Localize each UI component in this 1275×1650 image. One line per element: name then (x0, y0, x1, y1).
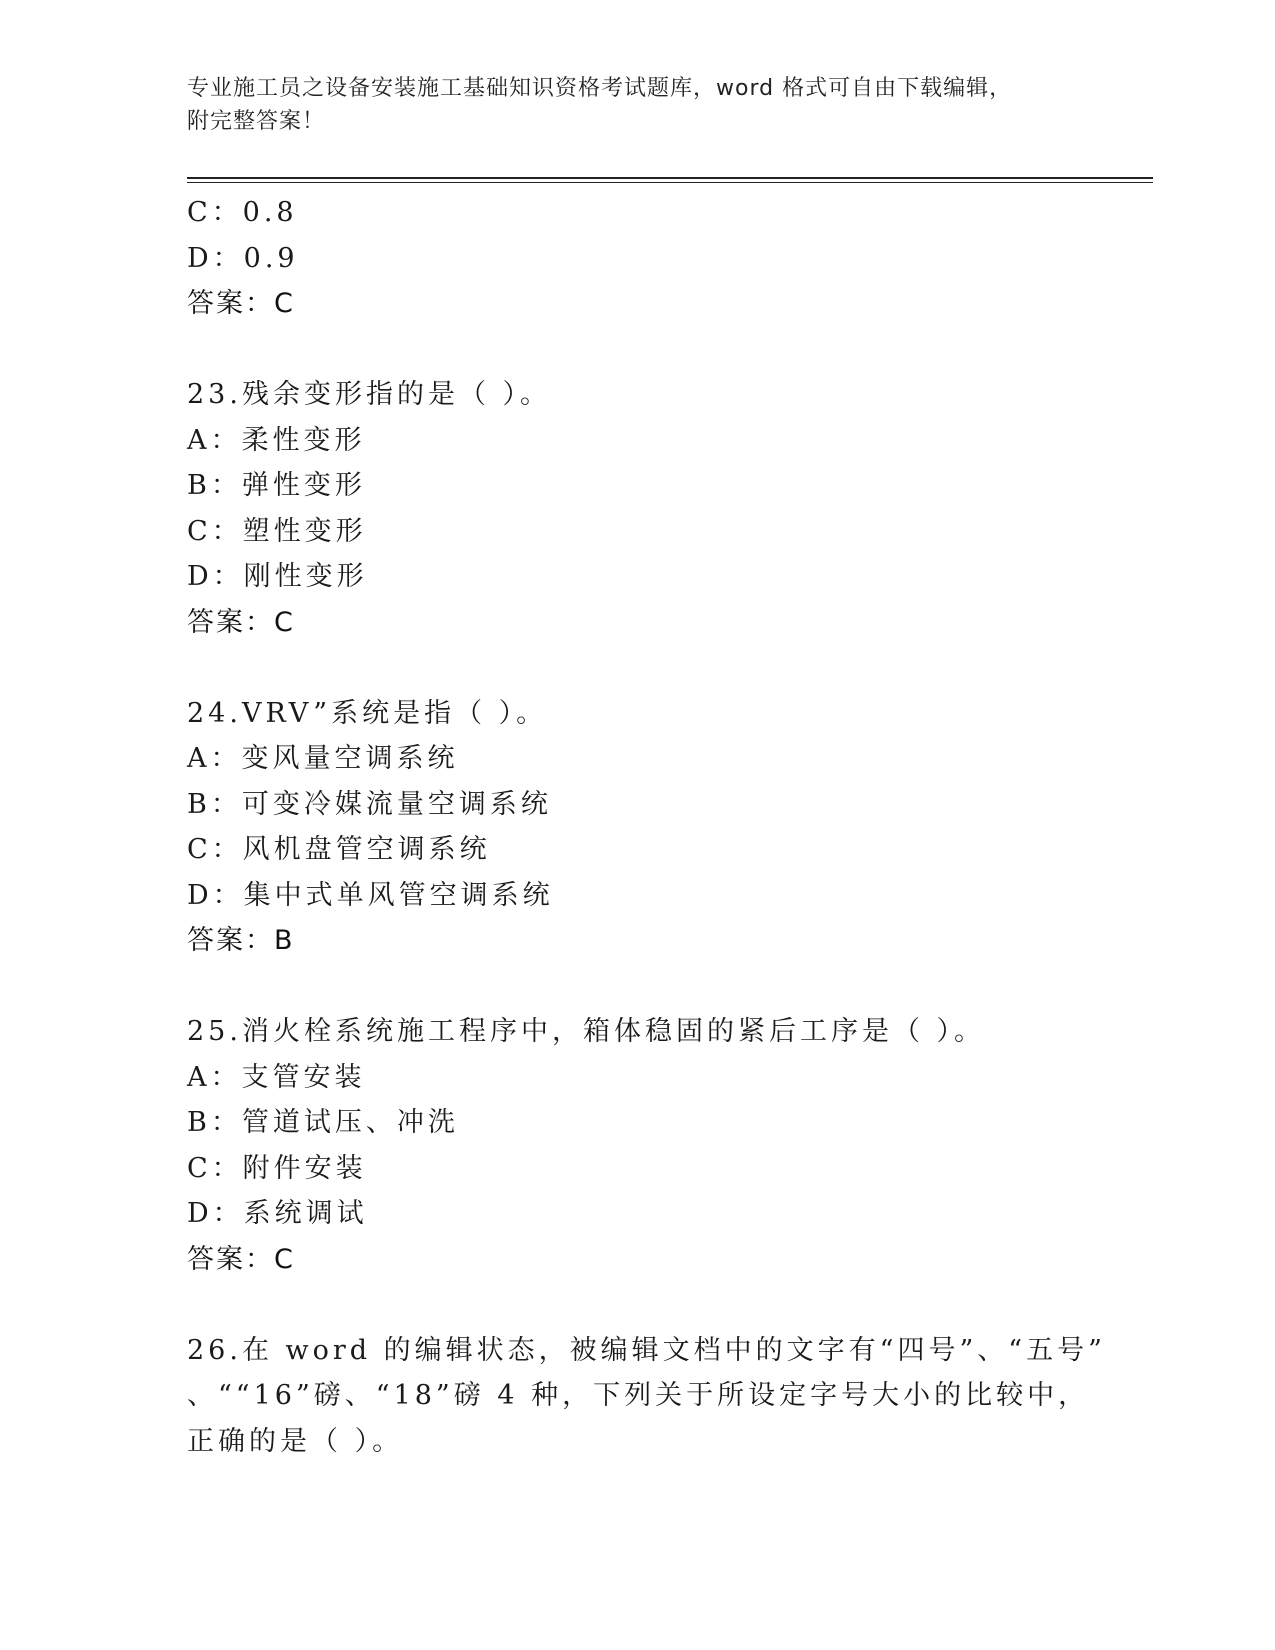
answer-line: 答案：C (187, 606, 295, 638)
question-25 (187, 1009, 1087, 1283)
option-a: A：支管安装 (187, 1061, 366, 1093)
question-stem-line-3: 正确的是（ ）。 (187, 1425, 404, 1457)
option-b: B：可变冷媒流量空调系统 (187, 788, 552, 820)
option-c: C：风机盘管空调系统 (187, 834, 491, 865)
answer-line: 答案：C (187, 1243, 295, 1275)
header-divider-thick (187, 177, 1153, 179)
option-c: C：塑性变形 (187, 515, 367, 547)
option-b: B：管道试压、冲洗 (187, 1107, 459, 1138)
option-a: A：柔性变形 (187, 424, 366, 456)
option-a: A：变风量空调系统 (187, 743, 459, 774)
page-header (187, 72, 1087, 138)
question-stem-line-2: 、““16”磅、“18”磅 4 种，下列关于所设定字号大小的比较中， (187, 1380, 1090, 1411)
option-d: D：系统调试 (187, 1198, 368, 1229)
question-stem-line-1: 26.在 word 的编辑状态，被编辑文档中的文字有“四号”、“五号” (187, 1334, 1106, 1366)
option-d: D：0.9 (187, 242, 299, 274)
option-d: D：集中式单风管空调系统 (187, 879, 554, 911)
header-divider-thin (187, 182, 1153, 183)
option-c: C：附件安装 (187, 1152, 367, 1184)
answer-line: 答案：B (187, 925, 295, 956)
answer-line: 答案：C (187, 288, 295, 319)
header-title-line-1: 专业施工员之设备安装施工基础知识资格考试题库，word 格式可自由下载编辑， (187, 76, 1013, 101)
question-26 (187, 1328, 1106, 1465)
option-d: D：刚性变形 (187, 561, 368, 592)
header-title-line-2: 附完整答案！ (187, 109, 326, 134)
option-c: C：0.8 (187, 197, 298, 228)
question-23 (187, 372, 1087, 646)
question-stem: 24.VRV”系统是指（ ）。 (187, 697, 548, 729)
question-22-continued (187, 190, 1087, 327)
question-stem: 23.残余变形指的是（ ）。 (187, 379, 552, 410)
question-list (187, 190, 1106, 1464)
question-24 (187, 691, 1087, 965)
question-stem: 25.消火栓系统施工程序中，箱体稳固的紧后工序是（ ）。 (187, 1016, 986, 1047)
option-b: B：弹性变形 (187, 470, 366, 501)
